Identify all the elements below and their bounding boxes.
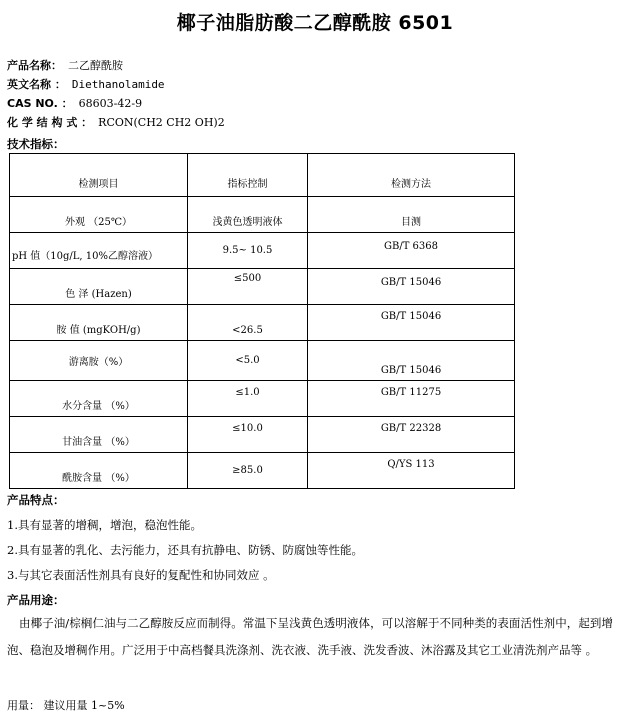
table-row xyxy=(10,417,515,453)
header-item: 检测项目 xyxy=(10,154,188,197)
cas-row xyxy=(7,95,142,111)
cell-control: 浅黄色透明液体 xyxy=(188,197,308,233)
header-control: 指标控制 xyxy=(188,154,308,197)
cell-control: ≥85.0 xyxy=(188,453,308,489)
table-row xyxy=(10,197,515,233)
product-name-label: 产品名称： xyxy=(7,59,62,72)
feature-item: 2.具有显著的乳化、去污能力，还具有抗静电、防锈、防腐蚀等性能。 xyxy=(7,543,363,557)
cell-method: GB/T 6368 xyxy=(308,233,515,269)
cell-control: ≤500 xyxy=(188,269,308,305)
cell-item: pH 值（10g/L, 10%乙醇溶液） xyxy=(10,233,188,269)
cell-item: 外观 （25℃） xyxy=(10,197,188,233)
feature-item: 3.与其它表面活性剂具有良好的复配性和协同效应 。 xyxy=(7,568,275,582)
english-name-label: 英文名称 ： xyxy=(7,78,66,91)
table-row xyxy=(10,233,515,269)
cell-item: 酰胺含量 （%） xyxy=(10,453,188,489)
features-heading: 产品特点： xyxy=(7,493,65,507)
english-name-row xyxy=(7,76,165,92)
cell-item: 色 泽 (Hazen) xyxy=(10,269,188,305)
cell-method: GB/T 15046 xyxy=(308,269,515,305)
spec-heading: 技术指标： xyxy=(7,137,65,151)
cell-method: GB/T 11275 xyxy=(308,381,515,417)
cell-method: Q/YS 113 xyxy=(308,453,515,489)
cell-method: GB/T 15046 xyxy=(308,341,515,381)
table-row xyxy=(10,305,515,341)
table-header-row xyxy=(10,154,515,197)
cell-item: 水分含量 （%） xyxy=(10,381,188,417)
header-method: 检测方法 xyxy=(308,154,515,197)
table-row xyxy=(10,381,515,417)
cas-value: 68603-42-9 xyxy=(78,97,143,110)
cell-method: GB/T 15046 xyxy=(308,305,515,341)
spec-table xyxy=(9,153,515,489)
cell-control: <26.5 xyxy=(188,305,308,341)
cell-method: GB/T 22328 xyxy=(308,417,515,453)
product-name-value: 二乙醇酰胺 xyxy=(68,59,123,72)
cell-control: ≤10.0 xyxy=(188,417,308,453)
dosage-line: 用量： 建议用量 1~5% xyxy=(7,699,125,712)
english-name-value: Diethanolamide xyxy=(71,78,165,91)
table-row xyxy=(10,269,515,305)
formula-label: 化 学 结 构 式 ： xyxy=(7,116,93,129)
cell-item: 胺 值 (mgKOH/g) xyxy=(10,305,188,341)
cell-method: 目测 xyxy=(308,197,515,233)
cell-control: ≤1.0 xyxy=(188,381,308,417)
page-title: 椰子油脂肪酸二乙醇酰胺 6501 xyxy=(176,12,454,34)
formula-value: RCON(CH2 CH2 OH)2 xyxy=(98,116,225,129)
cell-control: 9.5~ 10.5 xyxy=(188,233,308,269)
cell-control: <5.0 xyxy=(188,341,308,381)
table-row xyxy=(10,341,515,381)
product-name-row xyxy=(7,57,123,73)
cas-label: CAS NO. ： xyxy=(7,97,73,110)
uses-paragraph: 由椰子油/棕榈仁油与二乙醇胺反应而制得。常温下呈浅黄色透明液体，可以溶解于不同种类的表面活性剂中，起到增泡、稳泡及增稠作用。广泛用于中高档餐具洗涤剂、洗衣液、洗手液、洗发香波、沐浴露及其它工业清洗剂产品等 。 xyxy=(7,616,613,657)
table-row xyxy=(10,453,515,489)
feature-item: 1.具有显著的增稠，增泡，稳泡性能。 xyxy=(7,518,202,532)
uses-heading: 产品用途： xyxy=(7,593,65,607)
cell-item: 甘油含量 （%） xyxy=(10,417,188,453)
cell-item: 游离胺（%） xyxy=(10,341,188,381)
formula-row xyxy=(7,114,225,130)
